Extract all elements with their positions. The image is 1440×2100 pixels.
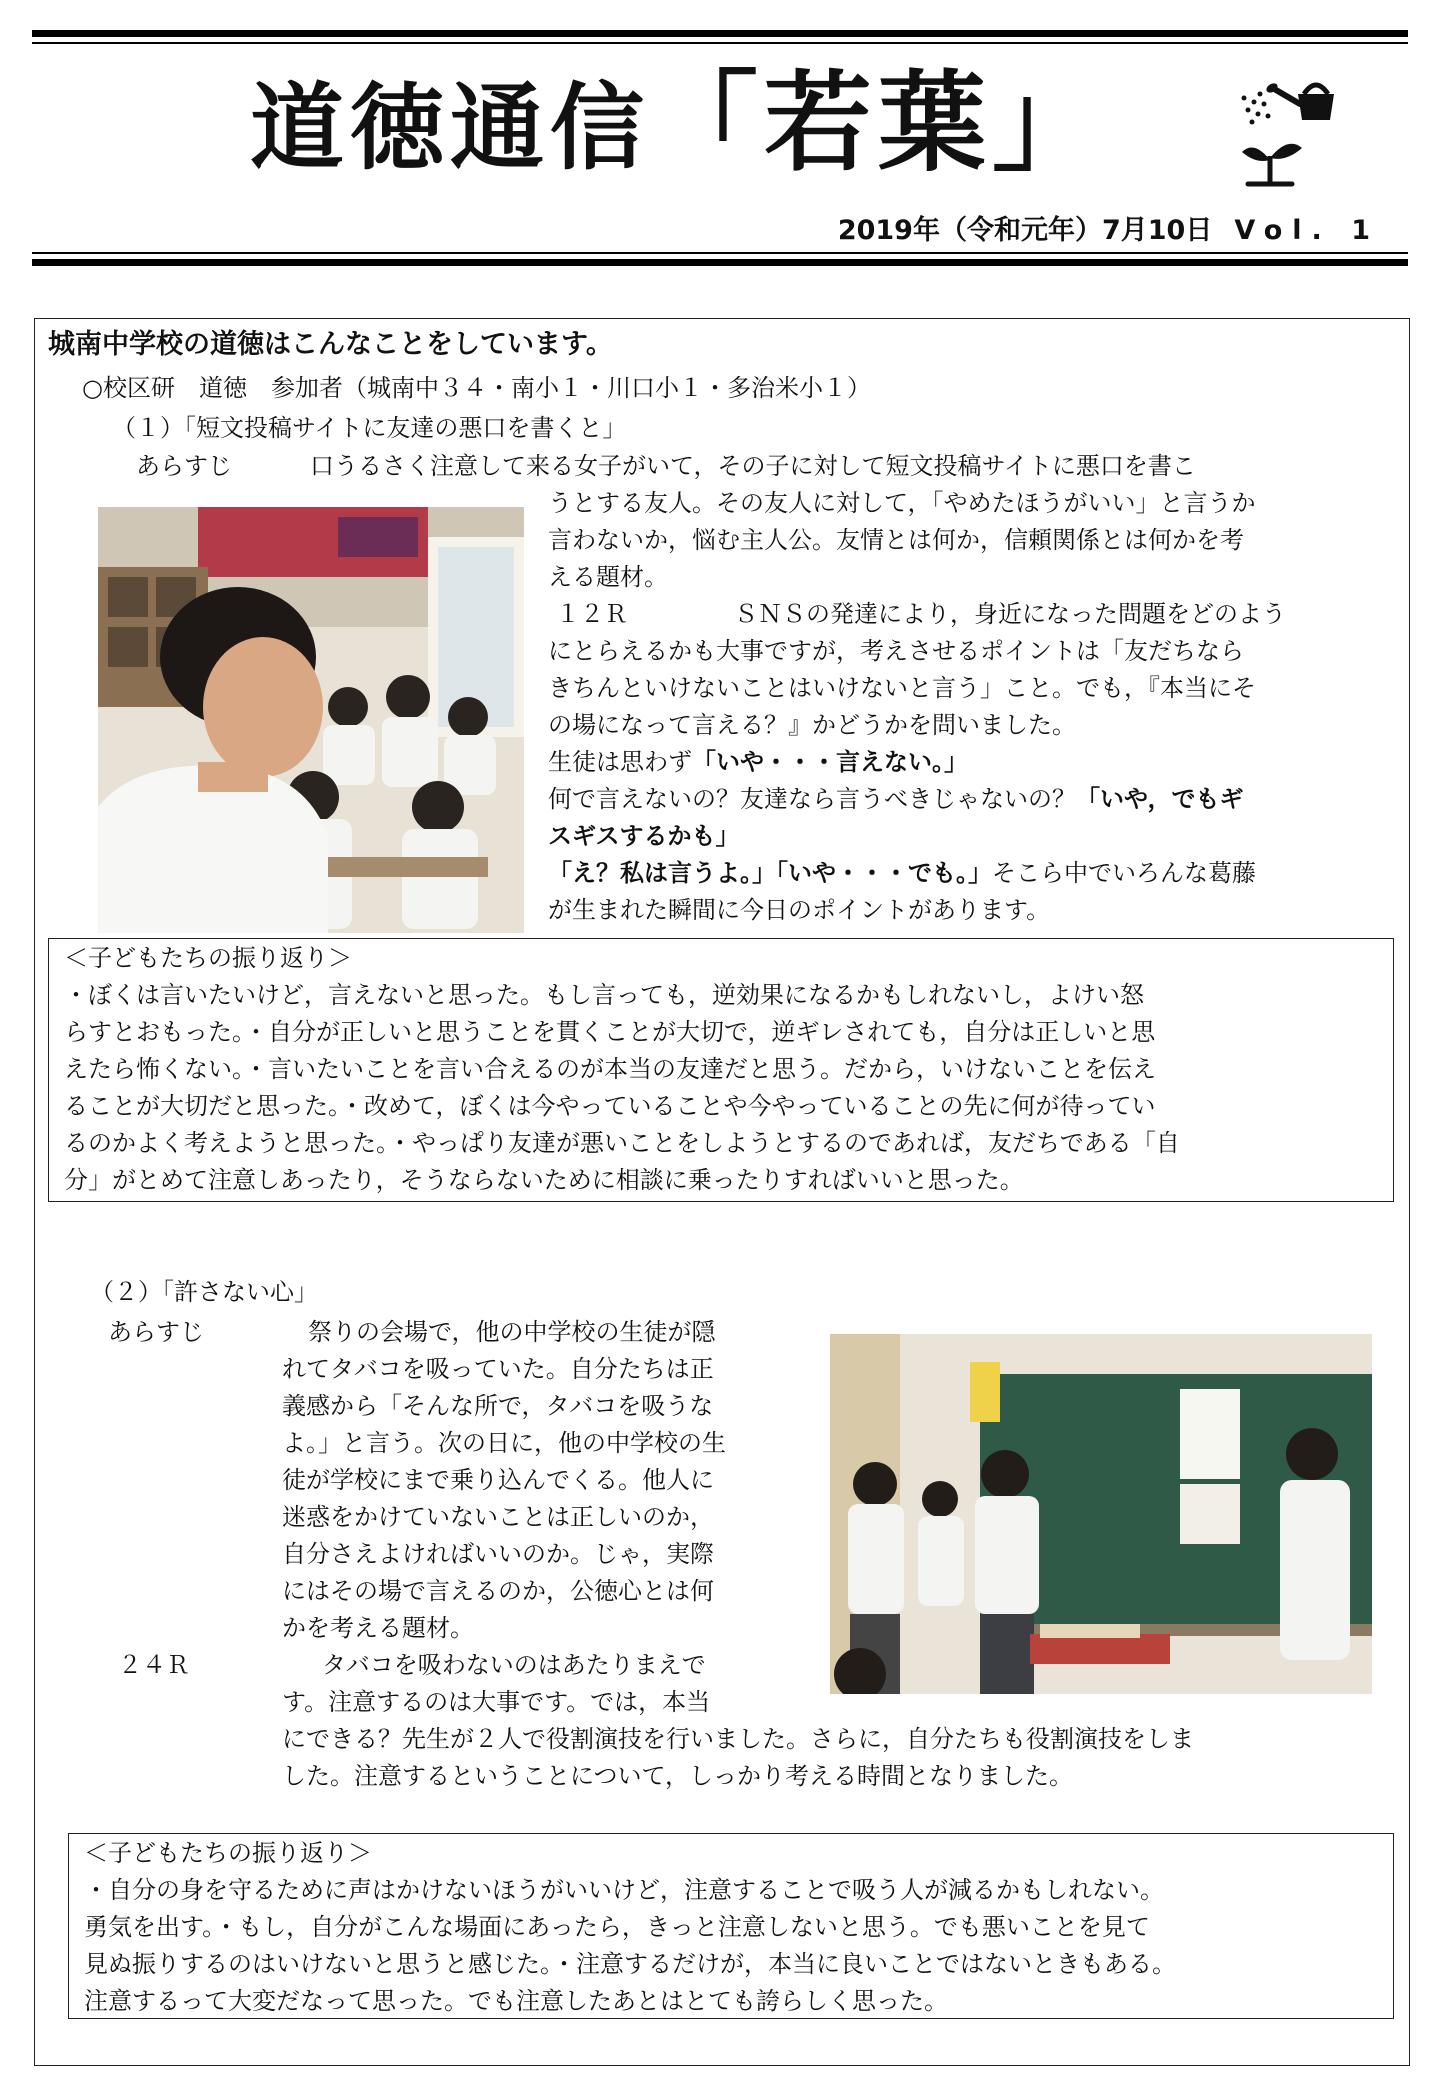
reflection-1-line-4: ることが大切だと思った。・改めて，ぼくは今やっていることや今やっていることの先に何が待ってい <box>64 1092 1156 1120</box>
meeting-participants: ○校区研 道徳 参加者（城南中３４・南小１・川口小１・多治米小１） <box>82 374 871 402</box>
header-rule-thin <box>32 252 1408 254</box>
dialogue-quote: 「いや・・・言えない。」 <box>692 748 968 776</box>
lesson1-dialogue-line-1 <box>548 744 968 781</box>
lesson1-synopsis-line-3: 言わないか，悩む主人公。友情とは何か，信頼関係とは何かを考 <box>548 526 1244 554</box>
lesson2-synopsis-line-1: 祭りの会場で，他の中学校の生徒が隠 <box>308 1318 716 1346</box>
lesson2-synopsis-line-4: よ。」と言う。次の日に，他の中学校の生 <box>282 1429 726 1457</box>
lesson1-class-line-3: きちんといけないことはいけないと言う」こと。でも，『本当にそ <box>548 674 1256 702</box>
reflection-1-title: ＜子どもたちの振り返り＞ <box>64 944 352 972</box>
classroom-photo-1-illustration <box>98 507 524 933</box>
reflection-2-line-2: 勇気を出す。・もし，自分がこんな場面にあったら，きっと注意しないと思う。でも悪いことを見て <box>84 1913 1150 1941</box>
top-rule-thin <box>32 42 1408 44</box>
lesson2-synopsis-line-7: 自分さえよければいいのか。じゃ，実際 <box>282 1540 714 1568</box>
lesson2-class-line-3: にできる？先生が２人で役割演技を行いました。さらに，自分たちも役割演技をしま <box>282 1725 1194 1753</box>
lesson1-synopsis-line-1: 口うるさく注意して来る女子がいて，その子に対して短文投稿サイトに悪口を書こ <box>310 452 1196 480</box>
lesson1-class-line-4: の場になって言える？』かどうかを問いました。 <box>548 711 1076 739</box>
classroom-photo-2-illustration <box>830 1334 1372 1694</box>
lesson1-class-label: １２Ｒ <box>556 600 628 628</box>
lesson1-synopsis-line-4: える題材。 <box>548 563 668 591</box>
reflection-2-line-4: 注意するって大変だなって思った。でも注意したあとはとても誇らしく思った。 <box>84 1987 948 2015</box>
lesson1-class-line-1: ＳＮＳの発達により，身近になった問題をどのよう <box>734 600 1286 628</box>
header-rule-thick <box>32 259 1408 266</box>
lesson1-class-line-2: にとらえるかも大事ですが，考えさせるポイントは「友だちなら <box>548 637 1244 665</box>
title-main: 道徳通信 <box>250 74 651 183</box>
lesson2-class-line-2: す。注意するのは大事です。では，本当 <box>282 1688 711 1716</box>
reflection-2-title: ＜子どもたちの振り返り＞ <box>84 1839 372 1867</box>
watering-can-sprout-icon <box>1230 64 1350 204</box>
issue-date-line <box>838 214 1380 248</box>
dialogue-quote: 「いや，でもギ <box>1076 785 1244 813</box>
lesson2-class-label: ２４Ｒ <box>118 1651 190 1679</box>
reflection-2-line-3: 見ぬ振りするのはいけないと思うと感じた。・注意するだけが，本当に良いことではないときもある。 <box>84 1950 1176 1978</box>
reflection-1-line-6: 分」がとめて注意しあったり，そうならないために相談に乗ったりすればいいと思った。 <box>64 1166 1024 1194</box>
lesson2-class-line-1: タバコを吸わないのはあたりまえで <box>322 1651 706 1679</box>
reflection-1-line-5: るのかよく考えようと思った。・やっぱり友達が悪いことをしようとするのであれば，友だちである「自 <box>64 1129 1180 1157</box>
lesson1-dialogue-line-2 <box>548 781 1244 818</box>
reflection-1-line-3: えたら怖くない。・言いたいことを言い合えるのが本当の友達だと思う。だから，いけないことを伝え <box>64 1055 1156 1083</box>
lesson1-dialogue-line-4 <box>548 855 1256 892</box>
lesson2-synopsis-line-6: 迷惑をかけていないことは正しいのか， <box>282 1503 714 1531</box>
lesson2-synopsis-label: あらすじ <box>108 1318 204 1346</box>
title-name: 「若葉」 <box>650 61 1107 186</box>
lesson1-synopsis-line-2: うとする友人。その友人に対して，「やめたほうがいい」と言うか <box>548 489 1256 517</box>
issue-volume: Vol. 1 <box>1234 215 1380 246</box>
dialogue-text: 生徒は思わず <box>548 748 692 776</box>
lesson2-synopsis-line-2: れてタバコを吸っていた。自分たちは正 <box>282 1355 714 1383</box>
dialogue-text: そこら中でいろんな葛藤 <box>992 859 1256 887</box>
dialogue-text: 何で言えないの？友達なら言うべきじゃないの？ <box>548 785 1076 813</box>
reflection-2-line-1: ・自分の身を守るために声はかけないほうがいいけど，注意することで吸う人が減るかもしれない。 <box>84 1876 1164 1904</box>
article-heading: 城南中学校の道徳はこんなことをしています。 <box>48 329 613 360</box>
lesson1-dialogue-line-3: スギスするかも」 <box>548 822 740 850</box>
lesson1-dialogue-line-5: が生まれた瞬間に今日のポイントがあります。 <box>548 896 1051 924</box>
reflection-1-line-2: らすとおもった。・自分が正しいと思うことを貫くことが大切で，逆ギレされても，自分は正しいと思 <box>64 1018 1156 1046</box>
lesson2-synopsis-line-9: かを考える題材。 <box>282 1614 474 1642</box>
lesson2-synopsis-line-3: 義感から「そんな所で，タバコを吸うな <box>282 1392 714 1420</box>
top-rule-thick <box>32 30 1408 37</box>
lesson1-synopsis-label: あらすじ <box>136 452 232 480</box>
dialogue-quote: 「え？私は言うよ。」「いや・・・でも。」 <box>548 859 992 887</box>
lesson2-class-line-4: した。注意するということについて，しっかり考える時間となりました。 <box>282 1762 1074 1790</box>
classroom-photo-1 <box>98 507 524 933</box>
lesson1-title: （１）「短文投稿サイトに友達の悪口を書くと」 <box>112 414 627 442</box>
lesson2-synopsis-line-8: にはその場で言えるのか，公徳心とは何 <box>282 1577 714 1605</box>
classroom-photo-2 <box>830 1334 1372 1694</box>
issue-date: 2019年（令和元年）7月10日 <box>837 215 1213 246</box>
lesson2-title: （２）「許さない心」 <box>90 1278 318 1306</box>
reflection-1-line-1: ・ぼくは言いたいけど，言えないと思った。もし言っても，逆効果になるかもしれないし，よけい怒 <box>64 981 1144 1009</box>
newsletter-title <box>250 61 1107 189</box>
lesson2-synopsis-line-5: 徒が学校にまで乗り込んでくる。他人に <box>282 1466 714 1494</box>
